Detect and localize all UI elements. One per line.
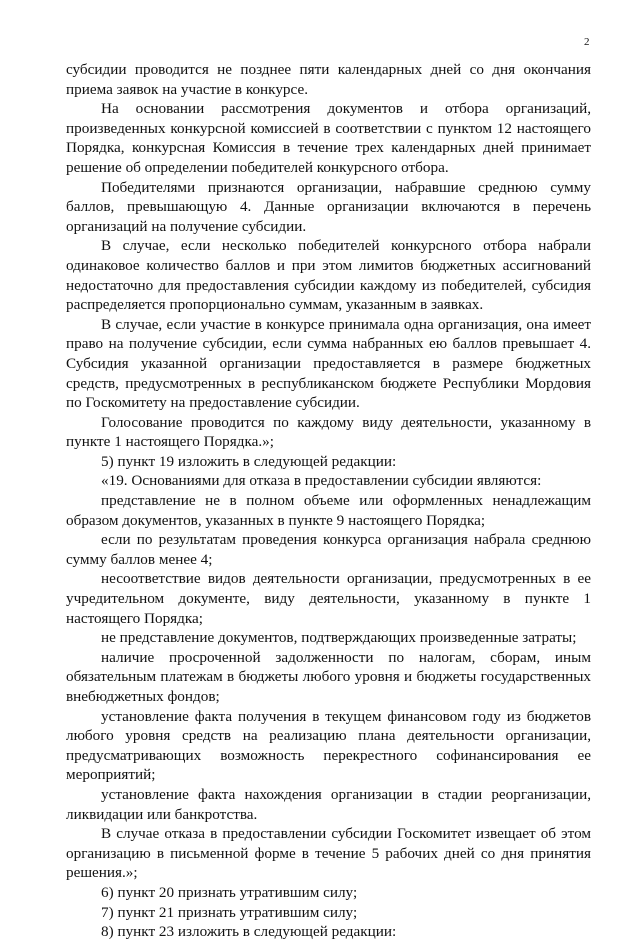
paragraph-winners-criteria: Победителями признаются организации, набравшие среднюю сумму баллов, превышающую 4. Данные организации включаются в перечень организаций на получение субсидии.: [66, 178, 591, 235]
paragraph-equal-scores: В случае, если несколько победителей конкурсного отбора набрали одинаковое количество баллов и при этом лимитов бюджетных ассигнований недостаточно для предоставления субсидии каждому из победителей, субсидия распределяется пропорционально суммам, указанным в заявках.: [66, 237, 591, 314]
document-body: [66, 60, 591, 942]
paragraph-refusal-activity-mismatch: несоответствие видов деятельности организации, предусмотренных в ее учредительном документе, виду деятельности, указанному в пункте 1 настоящего Порядка;: [66, 570, 591, 627]
paragraph-refusal-tax-debt: наличие просроченной задолженности по налогам, сборам, иным обязательным платежам в бюджеты любого уровня и бюджеты государственных внебюджетных фондов;: [66, 648, 591, 705]
paragraph-refusal-no-expense-docs: не представление документов, подтверждающих произведенные затраты;: [101, 629, 577, 647]
paragraph-refusal-grounds: «19. Основаниями для отказа в предоставлении субсидии являются:: [101, 472, 542, 490]
paragraph-single-participant: В случае, если участие в конкурсе принимала одна организация, она имеет право на получение субсидии, если сумма набранных ею баллов превышает 4. Субсидия указанной организации предоставляется в размере бюджетных средств, предусмотренных в республиканском бюджете Республики Мордовия по Госкомитету на предоставление субсидии.: [66, 315, 591, 412]
paragraph-commission-decision: На основании рассмотрения документов и отбора организаций, произведенных конкурсной комиссией в соответствии с пунктом 12 настоящего Порядка, конкурсная Комиссия в течение трех календарных дней принимает решение об определении победителей конкурсного отбора.: [66, 100, 591, 176]
paragraph-refusal-low-score: если по результатам проведения конкурса организация набрала среднюю сумму баллов менее 4;: [66, 531, 591, 568]
page-number: 2: [584, 36, 590, 48]
list-item-7: 7) пункт 21 признать утратившим силу;: [101, 903, 358, 921]
paragraph-continuation: субсидии проводится не позднее пяти календарных дней со дня окончания приема заявок на участие в конкурсе.: [66, 61, 591, 98]
paragraph-refusal-notification: В случае отказа в предоставлении субсидии Госкомитет извещает об этом организацию в письменной форме в течение 5 рабочих дней со дня принятия решения.»;: [66, 825, 591, 882]
list-item-6: 6) пункт 20 признать утратившим силу;: [101, 883, 358, 901]
paragraph-refusal-cofinancing: установление факта получения в текущем финансовом году из бюджетов любого уровня средств на реализацию плана деятельности организации, предусматривающих возможность перекрестного софинансирования ее мероприятий;: [66, 707, 591, 784]
paragraph-refusal-reorganization: установление факта нахождения организации в стадии реорганизации, ликвидации или банкротства.: [66, 785, 591, 823]
paragraph-refusal-incomplete-docs: представление не в полном объеме или оформленных ненадлежащим образом документов, указанных в пункте 9 настоящего Порядка;: [66, 492, 591, 529]
paragraph-voting: Голосование проводится по каждому виду деятельности, указанному в пункте 1 настоящего Порядка.»;: [66, 413, 591, 451]
list-item-5: 5) пункт 19 изложить в следующей редакции:: [101, 452, 397, 470]
list-item-8: 8) пункт 23 изложить в следующей редакции:: [101, 923, 397, 941]
